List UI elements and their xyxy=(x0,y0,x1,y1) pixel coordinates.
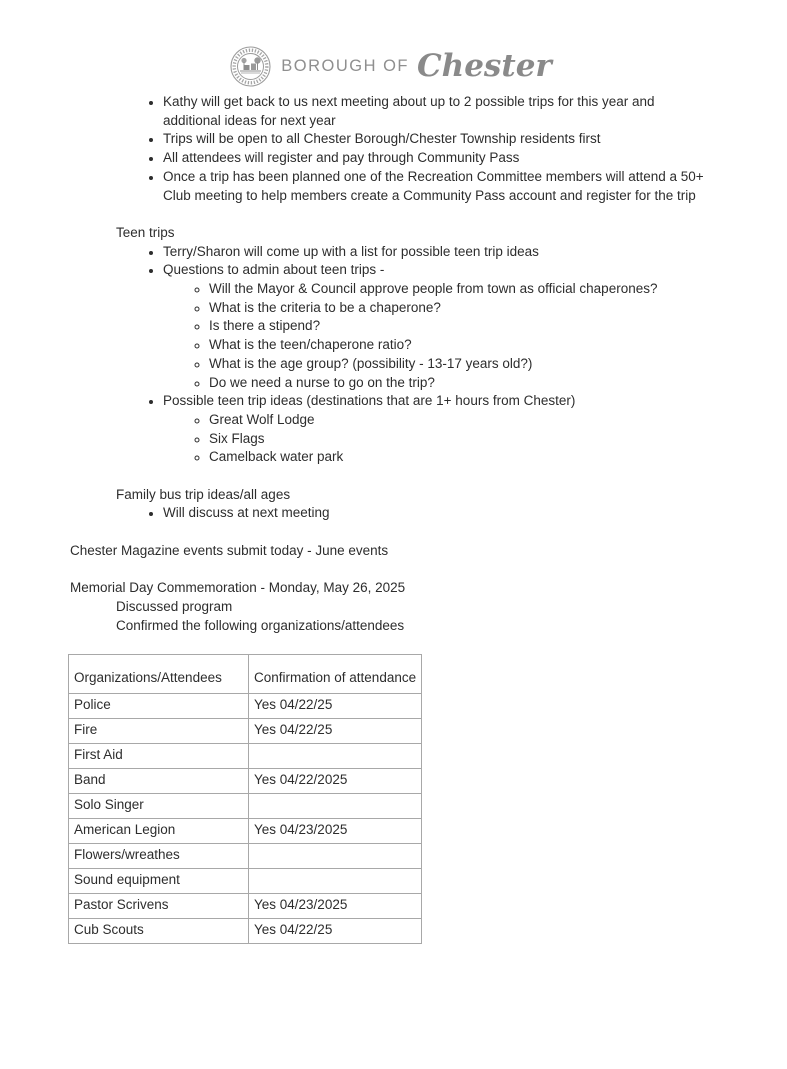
list-item-text: Terry/Sharon will come up with a list for possible teen trip ideas xyxy=(163,243,539,259)
memorial-day-heading: Memorial Day Commemoration - Monday, May 26, 2025 xyxy=(70,580,406,596)
list-item xyxy=(163,168,712,205)
list-item-text: Trips will be open to all Chester Borough/Chester Township residents first xyxy=(163,131,601,147)
borough-seal-icon xyxy=(230,46,271,87)
intro-bullet-list xyxy=(70,93,712,205)
confirmation-cell xyxy=(249,794,422,819)
table-row xyxy=(69,769,422,794)
org-cell: Sound equipment xyxy=(69,869,249,894)
borough-of-chester-logo xyxy=(70,45,712,87)
document-page xyxy=(0,45,787,1069)
memorial-day-line: Discussed program xyxy=(116,598,233,614)
list-item xyxy=(209,336,712,355)
list-item-text: All attendees will register and pay through Community Pass xyxy=(163,150,520,166)
confirmation-cell xyxy=(249,744,422,769)
list-item-text: Camelback water park xyxy=(209,449,344,465)
magazine-events-line: Chester Magazine events submit today - June events xyxy=(70,542,389,558)
spacer xyxy=(70,635,712,654)
family-trips-list xyxy=(70,504,712,523)
table-row xyxy=(69,919,422,944)
table-row xyxy=(69,794,422,819)
list-item xyxy=(163,504,712,523)
spacer xyxy=(70,523,712,542)
teen-trips-list xyxy=(70,243,712,467)
teen-ideas-sublist xyxy=(163,411,712,467)
list-item-text: Kathy will get back to us next meeting about up to 2 possible trips for this year and additional ideas for next year xyxy=(163,94,655,128)
table-row xyxy=(69,719,422,744)
list-item-text: Questions to admin about teen trips - xyxy=(163,262,385,278)
confirmation-cell: Yes 04/23/2025 xyxy=(249,894,422,919)
list-item xyxy=(163,130,712,149)
confirmation-cell: Yes 04/23/2025 xyxy=(249,819,422,844)
list-item xyxy=(163,149,712,168)
confirmation-cell: Yes 04/22/2025 xyxy=(249,769,422,794)
org-cell: Band xyxy=(69,769,249,794)
list-item-text: Great Wolf Lodge xyxy=(209,411,315,427)
confirmation-cell: Yes 04/22/25 xyxy=(249,694,422,719)
org-cell: Solo Singer xyxy=(69,794,249,819)
table-row xyxy=(69,869,422,894)
list-item-text: Is there a stipend? xyxy=(209,318,321,334)
list-item-text: What is the teen/chaperone ratio? xyxy=(209,337,412,353)
list-item xyxy=(163,93,712,130)
list-item-text: Will discuss at next meeting xyxy=(163,505,330,521)
org-cell: First Aid xyxy=(69,744,249,769)
table-row xyxy=(69,694,422,719)
org-cell: Police xyxy=(69,694,249,719)
list-item-text: What is the criteria to be a chaperone? xyxy=(209,299,441,315)
list-item xyxy=(209,355,712,374)
org-cell: Pastor Scrivens xyxy=(69,894,249,919)
table-row xyxy=(69,844,422,869)
list-item-text: Do we need a nurse to go on the trip? xyxy=(209,374,435,390)
list-item-text: Six Flags xyxy=(209,430,265,446)
column-header-organizations: Organizations/Attendees xyxy=(69,655,249,694)
list-item xyxy=(209,411,712,430)
list-item xyxy=(163,243,712,262)
column-header-confirmation: Confirmation of attendance xyxy=(249,655,422,694)
attendance-table xyxy=(68,654,422,944)
table-header-row xyxy=(69,655,422,694)
org-cell: Cub Scouts xyxy=(69,919,249,944)
logo-borough-of-text: BOROUGH OF xyxy=(281,56,409,75)
list-item xyxy=(209,430,712,449)
spacer xyxy=(70,561,712,580)
spacer xyxy=(70,467,712,486)
org-cell: Flowers/wreathes xyxy=(69,844,249,869)
teen-questions-sublist xyxy=(163,280,712,392)
list-item-text: What is the age group? (possibility - 13-17 years old?) xyxy=(209,355,533,371)
confirmation-cell: Yes 04/22/25 xyxy=(249,919,422,944)
confirmation-cell xyxy=(249,869,422,894)
list-item-text: Once a trip has been planned one of the Recreation Committee members will attend a 50+ Club meeting to help members create a Community Pass account and register for the trip xyxy=(163,168,704,203)
list-item xyxy=(209,280,712,299)
teen-trips-heading: Teen trips xyxy=(116,224,175,240)
org-cell: Fire xyxy=(69,719,249,744)
list-item xyxy=(163,392,712,467)
family-trips-heading: Family bus trip ideas/all ages xyxy=(116,486,291,502)
list-item xyxy=(163,261,712,392)
table-row xyxy=(69,819,422,844)
confirmation-cell: Yes 04/22/25 xyxy=(249,719,422,744)
spacer xyxy=(70,205,712,224)
list-item-text: Possible teen trip ideas (destinations that are 1+ hours from Chester) xyxy=(163,393,576,409)
list-item xyxy=(209,299,712,318)
org-cell: American Legion xyxy=(69,819,249,844)
logo-chester-text: Chester xyxy=(417,47,552,84)
memorial-day-line: Confirmed the following organizations/attendees xyxy=(116,617,405,633)
table-row xyxy=(69,744,422,769)
list-item xyxy=(209,448,712,467)
list-item xyxy=(209,317,712,336)
confirmation-cell xyxy=(249,844,422,869)
list-item xyxy=(209,374,712,393)
list-item-text: Will the Mayor & Council approve people from town as official chaperones? xyxy=(209,281,658,297)
table-row xyxy=(69,894,422,919)
